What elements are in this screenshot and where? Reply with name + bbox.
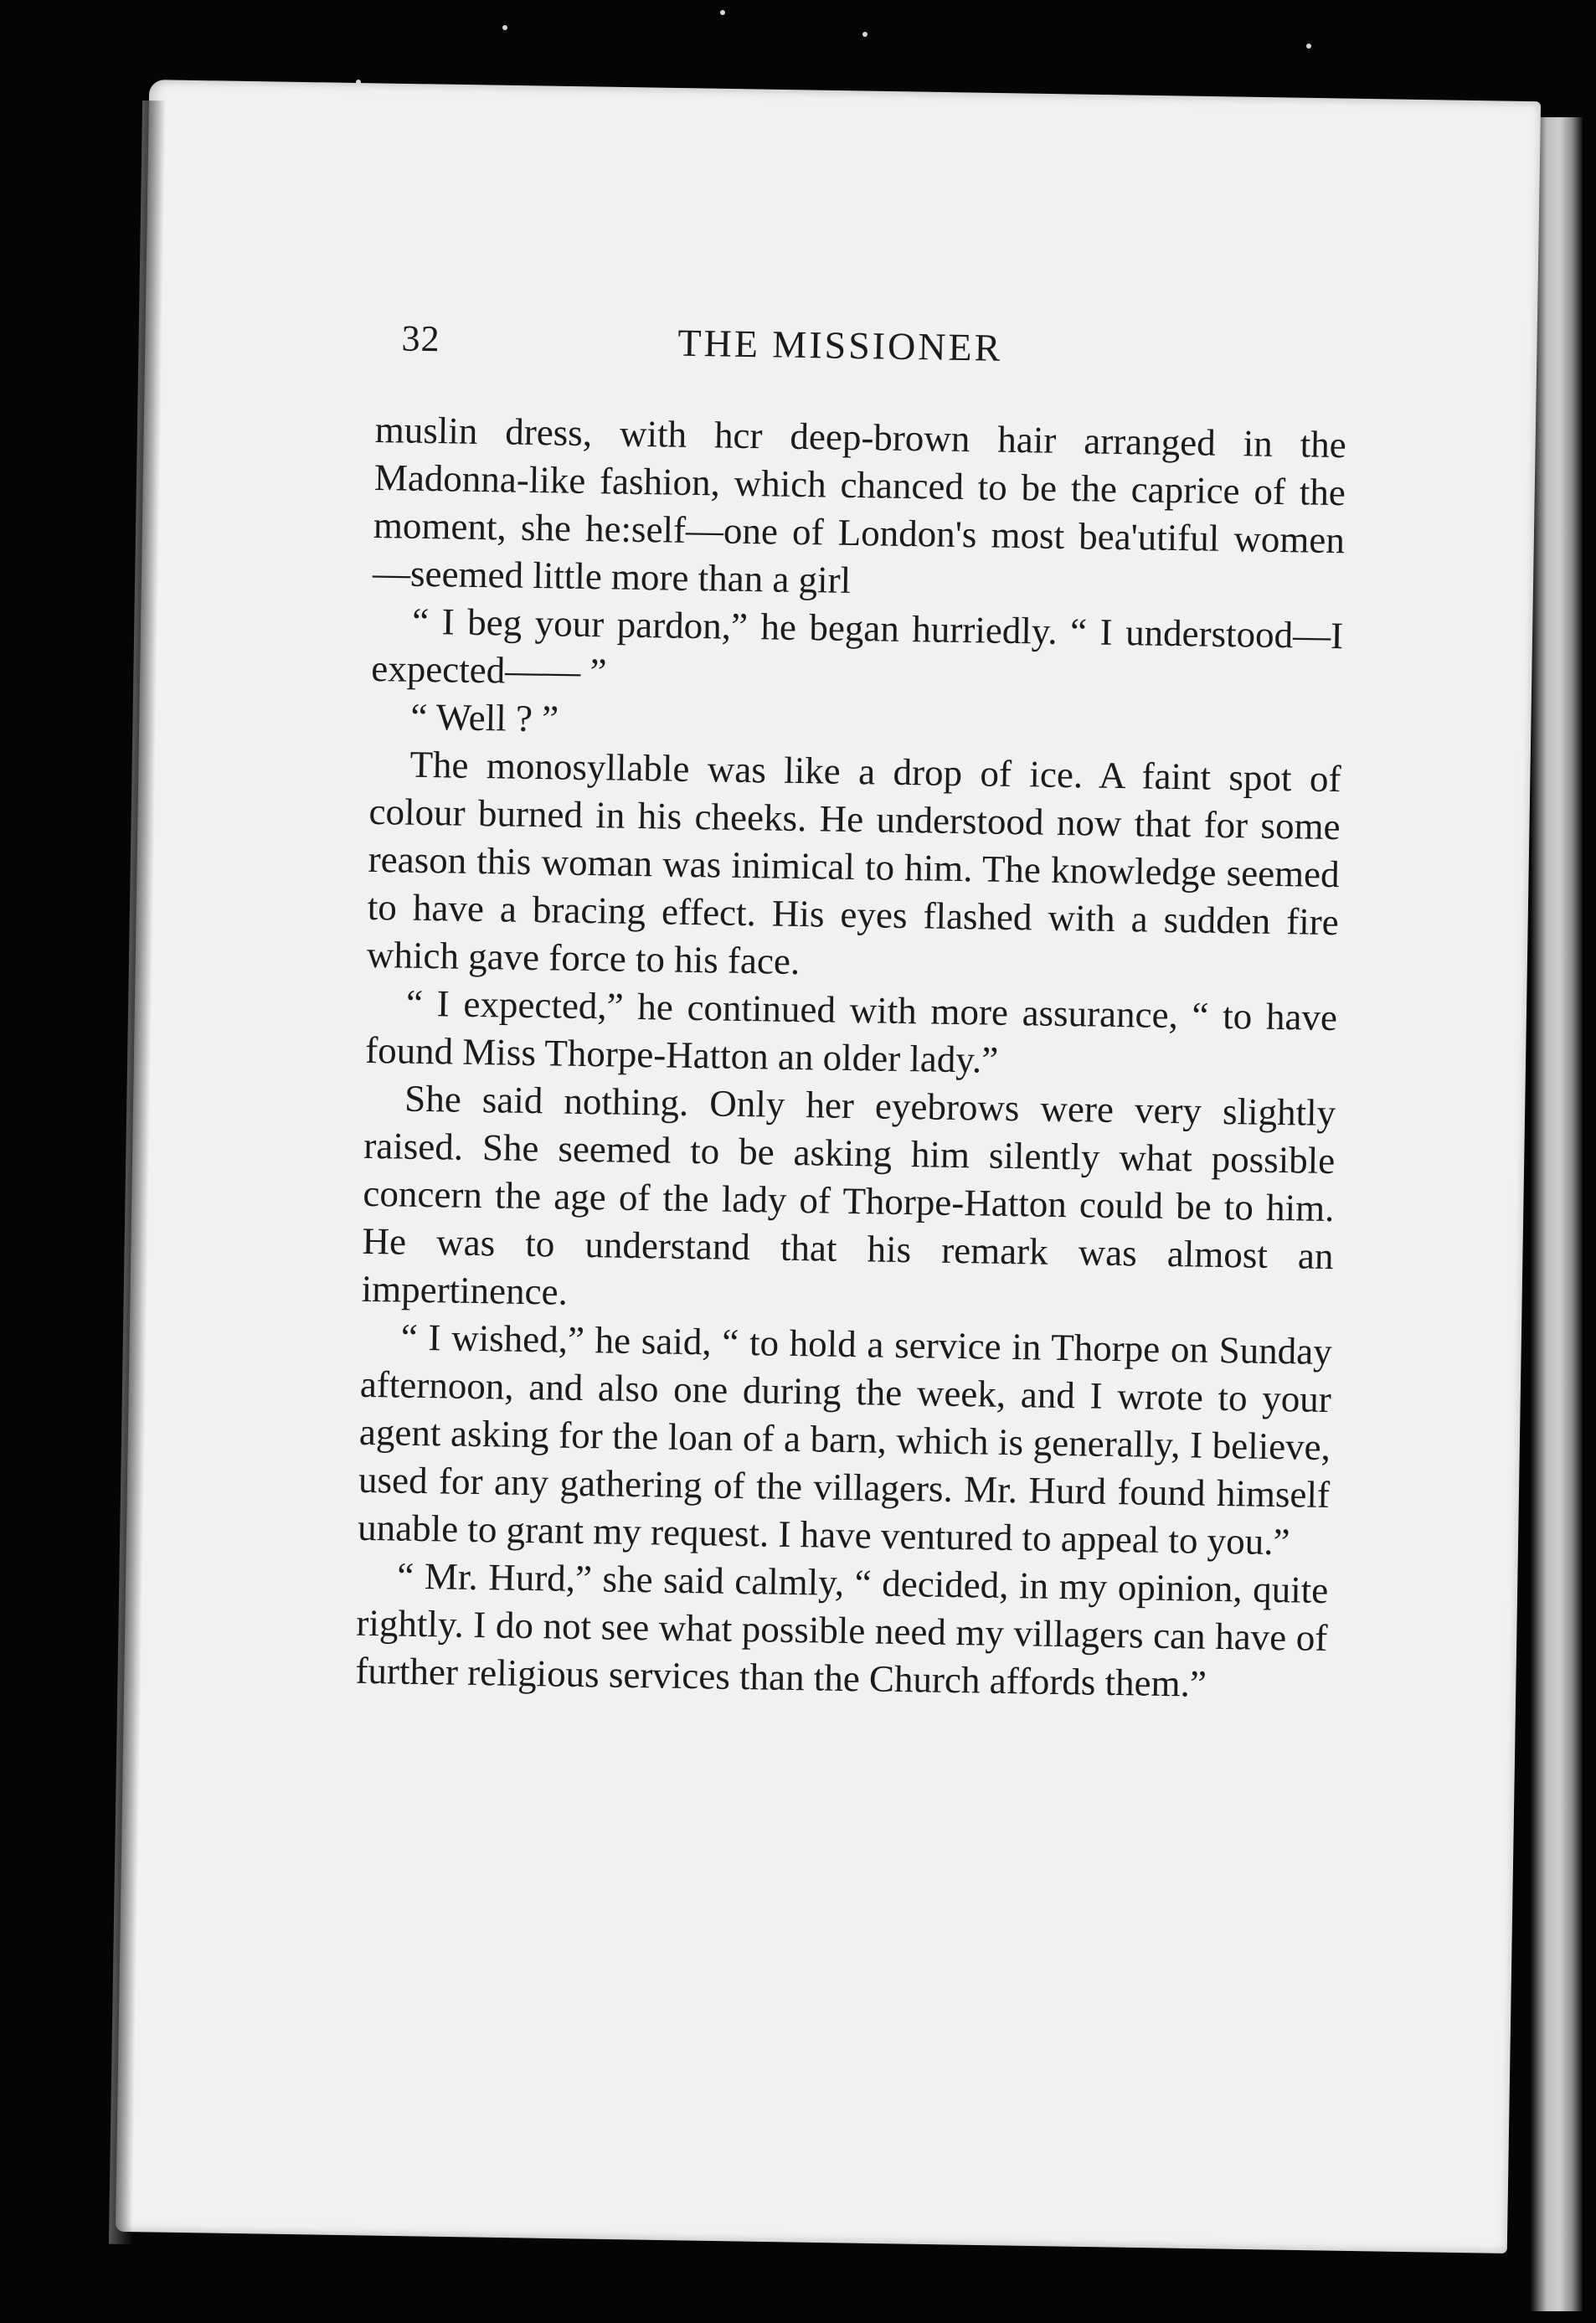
paragraph: “ Well ? ” — [410, 695, 559, 740]
scan-dust — [0, 0, 1596, 84]
dust-speck — [1306, 44, 1311, 49]
paragraph: The monosyllable was like a drop of ice. A faint spot of colour burned in his cheeks. He understood now that for some reason this woman was inimical to him. The knowledge seemed to have a bracing effect. His eyes flashed with a sudden fire which gave force to his face. — [366, 743, 1341, 983]
next-page-edge — [1531, 117, 1583, 2311]
paragraph: “ I expected,” he continued with more assurance, “ to have found Miss Thorpe-Hatton an older lady.” — [364, 981, 1338, 1081]
page-text — [355, 314, 1348, 1710]
paragraph: “ I wished,” he said, “ to hold a service in Thorpe on Sunday afternoon, and also one during the week, and I wrote to your agent asking for the loan of a barn, which is generally, I believe, used for any gathering of the villagers. Mr. Hurd found himself unable to grant my request. I have ventured to appeal to you.” — [357, 1316, 1333, 1563]
paragraph: “ Mr. Hurd,” she said calmly, “ decided, in my opinion, quite rightly. I do not see what possible need my villagers can have of further religious services than the Church affords them.” — [355, 1554, 1329, 1705]
page-number: 32 — [401, 317, 440, 360]
dust-speck — [720, 10, 725, 15]
paragraph: “ I beg your pardon,” he began hurriedly. “ I understood—I expected—— ” — [370, 600, 1344, 693]
paragraph: She said nothing. Only her eyebrows were very slightly raised. She seemed to be asking him silently what possible concern the age of the lady of Thorpe-Hatton could be to him. He was to understand that his remark was almost an impertinence. — [361, 1077, 1336, 1313]
paragraph: muslin dress, with hcr deep-brown hair arranged in the Madonna-like fashion, which chanced to be the caprice of the moment, she he:self—one of London's most bea'utiful women—seemed little more than a girl — [372, 408, 1347, 601]
dust-speck — [356, 80, 361, 85]
book-title: THE MISSIONER — [677, 321, 1003, 369]
dust-speck — [862, 32, 868, 37]
dust-speck — [502, 25, 507, 30]
